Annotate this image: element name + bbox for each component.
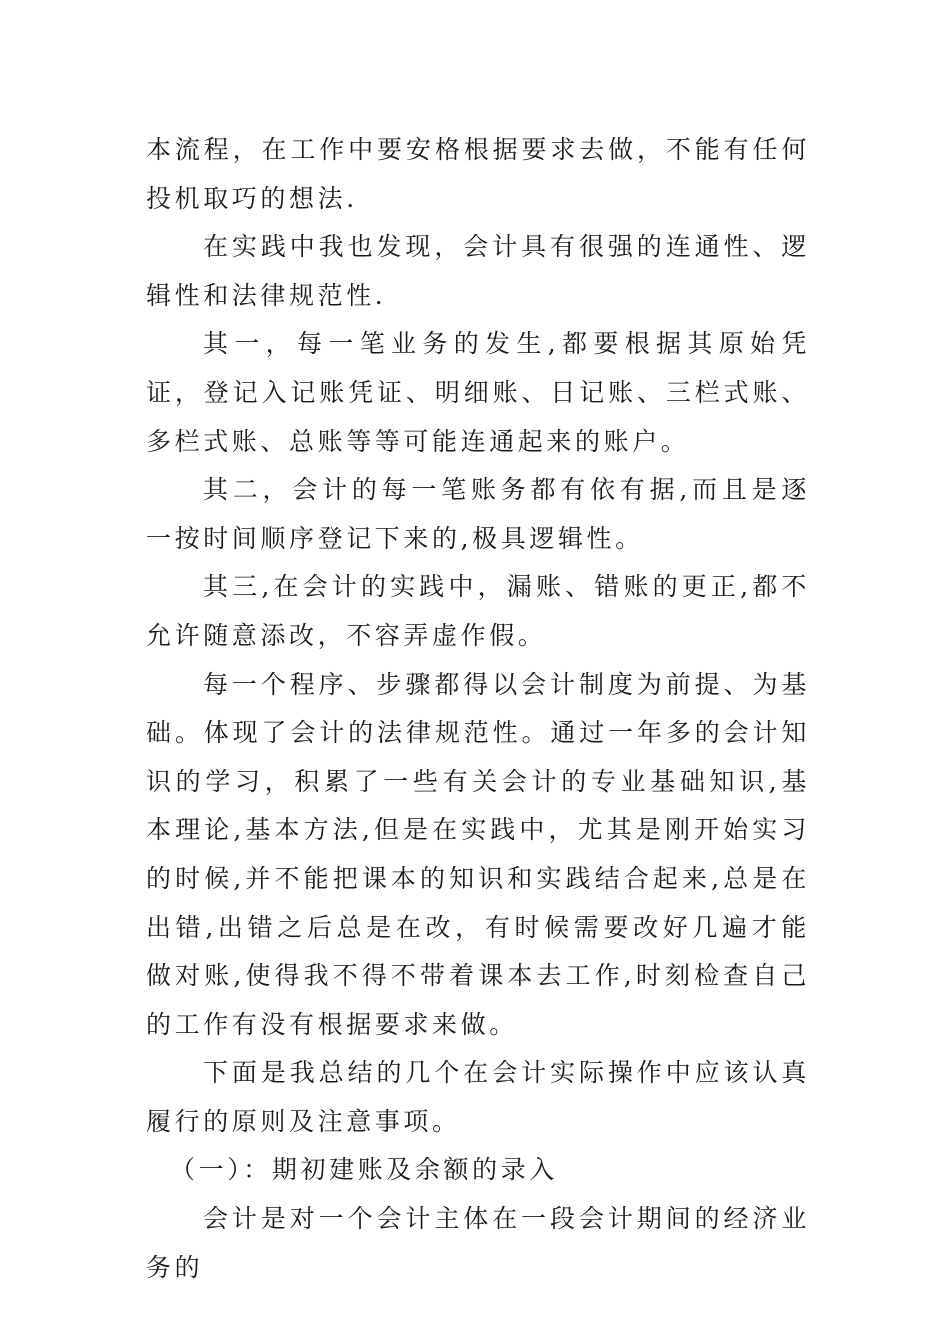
paragraph-point-one: 其一，每一笔业务的发生,都要根据其原始凭证，登记入记账凭证、明细账、日记账、三栏式账、多栏式账、总账等等可能连通起来的账户。 (146, 329, 810, 456)
document-body (146, 126, 810, 1292)
paragraph-point-three: 其三,在会计的实践中，漏账、错账的更正,都不允许随意添改，不容弄虚作假。 (146, 572, 810, 650)
paragraph-procedures: 每一个程序、步骤都得以会计制度为前提、为基础。体现了会计的法律规范性。通过一年多的会计知识的学习，积累了一些有关会计的专业基础知识,基本理论,基本方法,但是在实践中，尤其是刚开始实习的时候,并不能把课本的知识和实践结合起来,总是在出错,出错之后总是在改，有时候需要改好几遍才能做对账,使得我不得不带着课本去工作,时刻检查自己的工作有没有根据要求来做。 (146, 669, 810, 1039)
paragraph-accounting-definition: 会计是对一个会计主体在一段会计期间的经济业务的 (146, 1204, 810, 1282)
section-heading-opening-balance: （一）：期初建账及余额的录入 (170, 1155, 558, 1185)
paragraph-summary-intro: 下面是我总结的几个在会计实际操作中应该认真履行的原则及注意事项。 (146, 1058, 810, 1136)
paragraph-point-two: 其二，会计的每一笔账务都有依有据,而且是逐一按时间顺序登记下来的,极具逻辑性。 (146, 475, 810, 553)
paragraph-continuation: 本流程，在工作中要安格根据要求去做，不能有任何投机取巧的想法. (146, 135, 810, 213)
paragraph-practice-findings: 在实践中我也发现，会计具有很强的连通性、逻辑性和法律规范性. (146, 232, 810, 310)
